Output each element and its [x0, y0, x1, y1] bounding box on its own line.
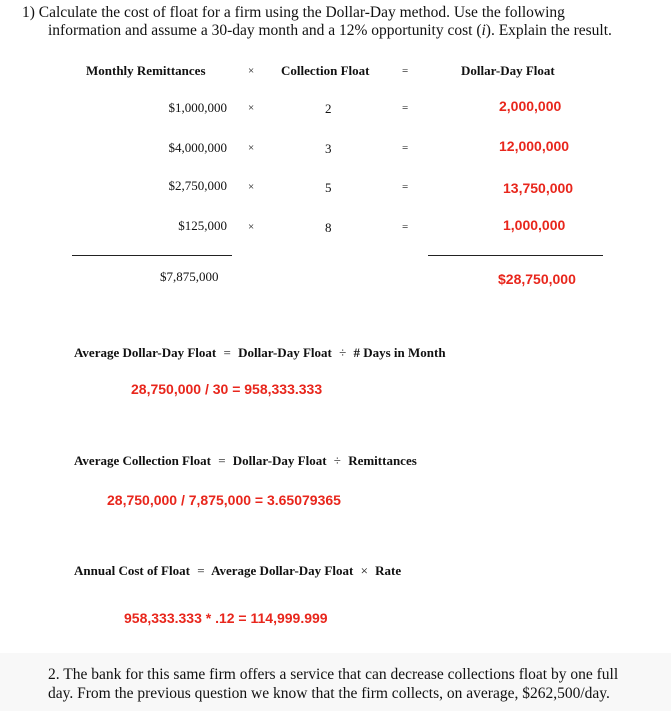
row-2-dollar-day: 12,000,000 — [499, 138, 570, 154]
row-4-remittance: $125,000 — [178, 218, 227, 233]
total-dollar-day-float: $28,750,000 — [498, 271, 576, 287]
row-1-dollar-day: 2,000,000 — [499, 98, 562, 114]
formula-2-term-2: Remittances — [348, 453, 417, 468]
formula-2-term-1: Dollar-Day Float — [232, 453, 327, 468]
formula-2-equals: = — [218, 453, 226, 468]
row-1-remittance: $1,000,000 — [168, 100, 227, 115]
row-3-collection-float: 5 — [325, 180, 332, 195]
total-remittances: $7,875,000 — [160, 269, 219, 284]
header-collection-float: Collection Float — [281, 63, 370, 78]
row-4-equals-sign: = — [402, 221, 409, 233]
row-2-times-sign: × — [248, 142, 255, 154]
header-monthly-remittances: Monthly Remittances — [86, 63, 206, 78]
formula-average-collection-float — [74, 453, 417, 469]
formula-2-calculation: 28,750,000 / 7,875,000 = 3.65079365 — [107, 492, 341, 508]
variable-i: i — [481, 22, 486, 39]
row-1-collection-float: 2 — [325, 101, 332, 116]
question-1-line-1: 1) Calculate the cost of float for a firm using the Dollar-Day method. Use the following — [22, 4, 565, 21]
formula-3-label: Annual Cost of Float — [74, 563, 190, 578]
formula-1-term-2: # Days in Month — [353, 345, 446, 360]
formula-2-label: Average Collection Float — [74, 453, 211, 468]
dollar-day-total-rule — [428, 255, 603, 256]
header-equals-sign: = — [402, 65, 409, 77]
formula-1-calculation: 28,750,000 / 30 = 958,333.333 — [131, 381, 323, 397]
row-3-equals-sign: = — [402, 181, 409, 193]
formula-2-divide-sign: ÷ — [333, 453, 341, 468]
formula-3-term-2: Rate — [375, 563, 402, 578]
formula-annual-cost-of-float — [74, 563, 401, 579]
row-2-remittance: $4,000,000 — [168, 140, 227, 155]
header-times-sign: × — [248, 65, 255, 77]
row-2-collection-float: 3 — [325, 141, 332, 156]
question-2-line-1: 2. The bank for this same firm offers a service that can decrease collections float by one full — [48, 666, 619, 683]
formula-1-label: Average Dollar-Day Float — [74, 345, 217, 360]
formula-average-dollar-day-float — [74, 345, 446, 361]
row-3-dollar-day: 13,750,000 — [503, 180, 574, 196]
row-3-remittance: $2,750,000 — [168, 178, 227, 193]
row-4-dollar-day: 1,000,000 — [503, 217, 566, 233]
question-2-line-2: day. From the previous question we know that the firm collects, on average, $262,500/day. — [48, 685, 610, 702]
row-3-times-sign: × — [248, 181, 255, 193]
formula-1-term-1: Dollar-Day Float — [238, 345, 332, 360]
row-1-times-sign: × — [248, 102, 255, 114]
formula-3-multiply-sign: × — [360, 563, 368, 578]
question-1-line-2 — [48, 21, 612, 40]
formula-3-equals: = — [197, 563, 205, 578]
header-dollar-day-float: Dollar-Day Float — [461, 63, 555, 78]
row-1-equals-sign: = — [402, 102, 409, 114]
remittance-total-rule — [72, 255, 232, 256]
formula-3-calculation: 958,333.333 * .12 = 114,999.999 — [124, 610, 328, 626]
formula-1-divide-sign: ÷ — [339, 345, 347, 360]
row-4-collection-float: 8 — [325, 220, 332, 235]
formula-1-equals: = — [223, 345, 231, 360]
question-1-line-2a: information and assume a 30-day month and a 12% opportunity cost ( — [48, 22, 482, 39]
row-4-times-sign: × — [248, 221, 255, 233]
question-1-line-2b: ). Explain the result. — [485, 22, 612, 39]
formula-3-term-1: Average Dollar-Day Float — [211, 563, 354, 578]
row-2-equals-sign: = — [402, 142, 409, 154]
